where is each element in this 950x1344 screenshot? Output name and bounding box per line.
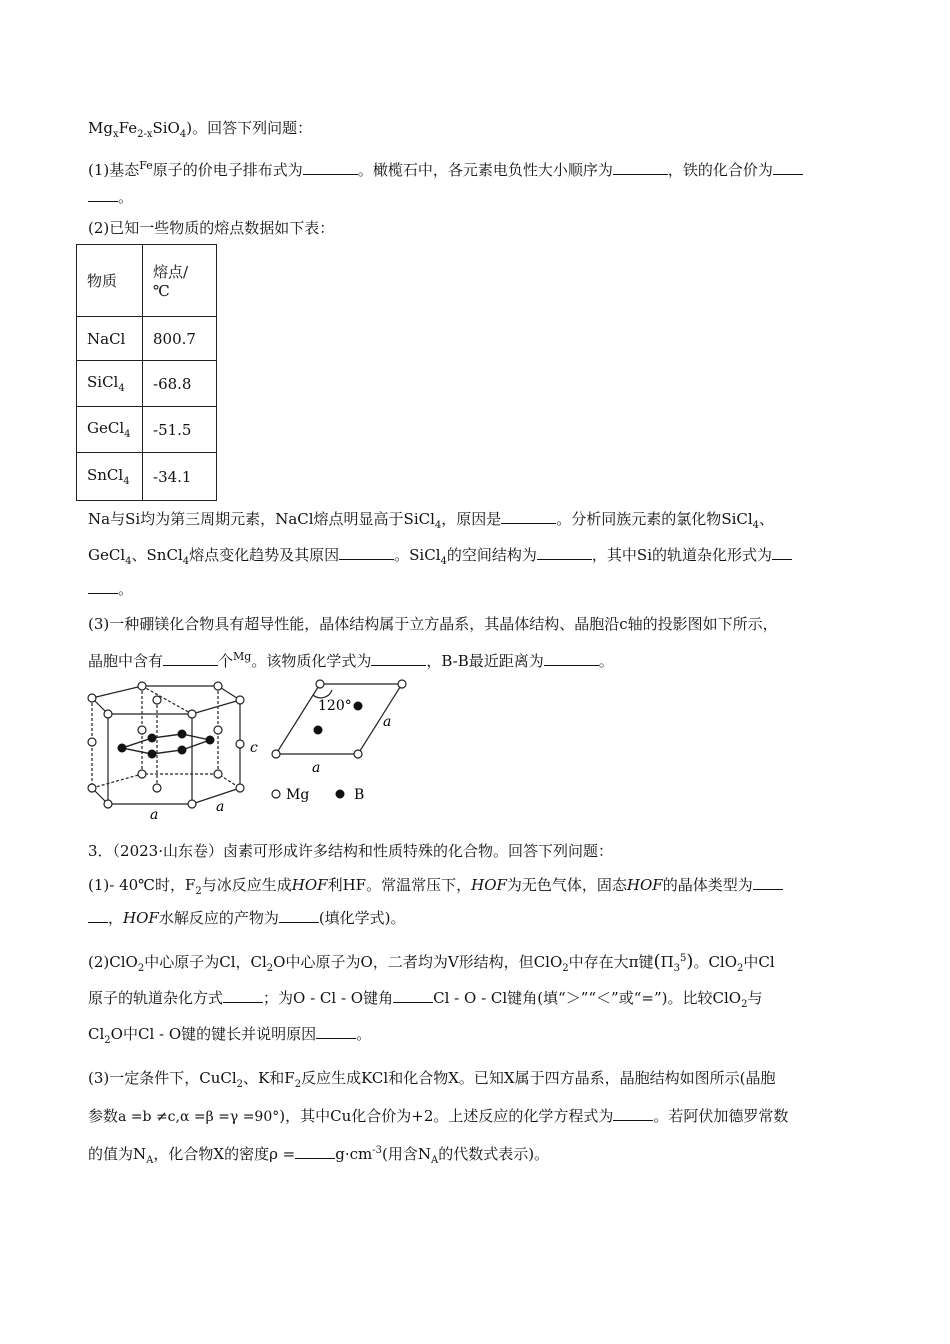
text: O — [110, 1025, 123, 1043]
text: 中 — [122, 1025, 138, 1043]
text: ，其中 — [591, 546, 637, 564]
q2-line3 — [88, 578, 133, 600]
text: ，化合物 — [153, 1145, 214, 1163]
pi-bond-symbol: Π — [660, 953, 674, 971]
p3-s1-line1: (1)- 40℃时，$F_2$与冰反应生成HOF利HF。常温常压下，HOF为无色气体，固态HOF的晶体类型为 — [88, 874, 783, 903]
text: Cl - O — [137, 1025, 182, 1043]
table-row — [77, 317, 217, 361]
text: X — [213, 1145, 225, 1163]
table-row — [77, 407, 217, 453]
text: 化合价为+2。上述反应的化学方程式为 — [351, 1107, 614, 1125]
answer-blank[interactable] — [223, 988, 263, 1003]
q2-line1: Na与Si均为第三周期元素，NaCl熔点明显高于SiCl$_4$，原因是 。分析同族元素的氯化物SiCl$_4$、 — [88, 510, 775, 531]
text: 和化合物 — [388, 1069, 449, 1087]
text: 属于四方晶系，晶胞结构如图所示(晶胞 — [514, 1069, 776, 1087]
q3-line2 — [88, 646, 614, 672]
text: 中心原子为 — [285, 953, 361, 971]
text: N — [133, 1145, 147, 1163]
q3-line1 — [88, 613, 778, 635]
text: CuCl — [199, 1069, 237, 1087]
legend-mg-label: Mg — [286, 787, 310, 803]
answer-blank[interactable] — [279, 908, 319, 923]
answer-blank[interactable] — [339, 545, 394, 560]
angle-label: 120° — [318, 698, 352, 714]
text: SnCl — [146, 546, 183, 564]
text: 。 — [356, 1025, 372, 1043]
text: ， — [235, 953, 251, 971]
answer-blank[interactable] — [537, 545, 592, 560]
text: ，原因是 — [441, 510, 502, 528]
text: a =b ≠c,α =β =γ =90° — [118, 1109, 280, 1125]
text: 与 — [110, 510, 126, 528]
table-cell — [77, 317, 143, 361]
text: Cu — [330, 1107, 352, 1125]
axis-label-a: a — [216, 799, 225, 815]
text: ；为 — [263, 989, 294, 1007]
text: 熔点明显高于 — [313, 510, 404, 528]
text: SiCl — [87, 373, 119, 391]
text: 轴的投影图如下所示， — [627, 615, 778, 633]
formula-text: Mg — [233, 650, 252, 663]
text: 原子的价电子排布式为 — [152, 161, 303, 179]
formula-text: Fe — [118, 119, 138, 137]
crystal-structure-figure — [82, 676, 422, 826]
text: 的代数式表示)。 — [438, 1145, 550, 1163]
text: 参数 — [88, 1107, 119, 1125]
text: g·cm — [335, 1145, 373, 1163]
text: 。分析同族元素的氯化物 — [556, 510, 722, 528]
text: F — [284, 1069, 295, 1087]
axis-label-c: c — [250, 740, 258, 756]
text: 与 — [747, 989, 763, 1007]
top-fragment-line — [88, 117, 312, 146]
table-header-row — [77, 245, 217, 317]
formula-text: Fe — [139, 159, 153, 172]
formula-text: HOF — [123, 909, 159, 927]
answer-blank[interactable] — [316, 1024, 356, 1039]
text: 晶胞中含有 — [88, 652, 164, 670]
text: 。已知 — [458, 1069, 504, 1087]
table-cell — [77, 407, 143, 453]
text: 。 — [118, 188, 134, 206]
text: SiCl — [721, 510, 753, 528]
text: Cl — [758, 953, 775, 971]
text: 。 — [693, 953, 709, 971]
text: 的值为 — [88, 1145, 134, 1163]
text: B-B — [441, 652, 469, 670]
text: SiCl — [409, 546, 441, 564]
text: SnCl — [87, 466, 124, 484]
q1-line1 — [88, 155, 803, 181]
text: )，其中 — [279, 1107, 331, 1125]
text: 键角(填“＞”“＜”或“=”)。比较 — [507, 989, 713, 1007]
mg-atoms — [88, 682, 244, 808]
text: 的密度ρ = — [224, 1145, 296, 1163]
q2-intro: (2)已知一些物质的熔点数据如下表： — [88, 219, 335, 237]
text: Cl — [250, 953, 267, 971]
text: (3)一种硼镁化合物具有超导性能，晶体结构属于立方晶系，其晶体结构、晶胞沿 — [88, 615, 620, 633]
answer-blank[interactable] — [501, 509, 556, 524]
axis-label-a: a — [312, 760, 321, 776]
text: GeCl — [87, 419, 125, 437]
p3-s1-line2 — [88, 907, 406, 929]
p3-s2-line3: $Cl_2O$中Cl - O键的键长并说明原因 。 — [88, 1025, 372, 1046]
p3-heading: 3．（2023·山东卷）卤素可形成许多结构和性质特殊的化合物。回答下列问题： — [88, 842, 613, 860]
text: 、 — [131, 546, 147, 564]
text: (1) — [88, 876, 110, 894]
text: Si — [636, 546, 652, 564]
text: HF — [342, 876, 367, 894]
text: ，铁的化合价为 — [667, 161, 773, 179]
text: KCl — [361, 1069, 389, 1087]
axis-label-a: a — [383, 714, 392, 730]
text: π — [628, 953, 639, 971]
text: ClO — [712, 989, 742, 1007]
text: (1)基态 — [88, 161, 140, 179]
p3-s3-line1: (3)一定条件下，CuCl$_2$、K和$F_2$反应生成KCl和化合物X。已知X属于四方晶系，晶胞结构如图所示(晶胞 — [88, 1069, 776, 1090]
text: 形结构，但 — [458, 953, 534, 971]
text: 为无色气体，固态 — [506, 876, 627, 894]
text: NaCl — [275, 510, 314, 528]
text: 、 — [759, 510, 775, 528]
text: Na — [88, 510, 111, 528]
answer-blank[interactable] — [88, 579, 118, 594]
formula-text: Mg — [88, 119, 113, 137]
text: O — [273, 953, 286, 971]
legend-b-marker — [336, 790, 345, 799]
answer-blank[interactable] — [393, 988, 433, 1003]
text: 原子的轨道杂化方式 — [88, 989, 224, 1007]
legend-mg-marker — [272, 790, 280, 798]
text: 。橄榄石中，各元素电负性大小顺序为 — [357, 161, 613, 179]
text: (用含 — [381, 1145, 418, 1163]
answer-blank[interactable] — [303, 160, 358, 175]
formula-text: HOF — [626, 876, 663, 894]
answer-blank[interactable] — [753, 875, 783, 890]
table-row — [77, 453, 217, 501]
text: 。该物质化学式为 — [251, 652, 372, 670]
text: 最近距离为 — [468, 652, 544, 670]
text: 的轨道杂化形式为 — [652, 546, 773, 564]
text: X — [448, 1069, 459, 1087]
answer-blank[interactable] — [772, 545, 792, 560]
text: Cl - O - Cl — [433, 989, 508, 1007]
table-row — [77, 361, 217, 407]
text: 。 — [598, 652, 614, 670]
text: 与冰反应生成 — [201, 876, 292, 894]
answer-blank[interactable] — [163, 651, 218, 666]
p3-s2-line1: (2)ClO$_2$中心原子为Cl，$Cl_2O$中心原子为O，二者均为V形结构，但ClO$_2$中存在大π键$(\Pi_3^5)$。ClO$_2$中Cl — [88, 951, 775, 974]
text: 。 — [394, 546, 410, 564]
subscript: 4 — [118, 383, 125, 394]
text: X — [503, 1069, 515, 1087]
p3-s2-line2: 原子的轨道杂化方式 ；为O - Cl - O键角 Cl - O - Cl键角(填“＞”“＜”或“=”)。比较ClO$_2$与 — [88, 989, 763, 1010]
table-header-cell — [143, 245, 217, 317]
subscript: 4 — [124, 429, 131, 440]
text: (2) — [88, 953, 110, 971]
text: F — [184, 876, 196, 894]
table-cell: -51.5 — [143, 407, 217, 453]
text: GeCl — [88, 546, 126, 564]
subscript: x — [112, 129, 119, 140]
text: 中存在大 — [568, 953, 629, 971]
text: ， — [426, 652, 442, 670]
text: Cl — [88, 1025, 105, 1043]
text: 键的键长并说明原因 — [181, 1025, 317, 1043]
answer-blank[interactable] — [613, 160, 668, 175]
table-cell: -34.1 — [143, 453, 217, 501]
text: Si — [125, 510, 141, 528]
text: ，二者均为 — [372, 953, 448, 971]
subscript: 2-x — [137, 129, 153, 140]
subscript: 4 — [123, 476, 130, 487]
text: V — [447, 953, 459, 971]
q2-line2: GeCl$_4$、SnCl$_4$熔点变化趋势及其原因 。SiCl$_4$的空间结构为 ，其中Si的轨道杂化形式为 — [88, 544, 792, 573]
p3-s3-line3: 的值为$N_A$，化合物X的密度$\rho = g\cdot cm^{-3}$(用含$N_A$的代数式表示)。 — [88, 1145, 550, 1166]
text: (填化学式)。 — [318, 909, 406, 927]
text: 水解反应的产物为 — [158, 909, 279, 927]
text: NaCl — [87, 329, 126, 348]
table-header-cell: 物质 — [77, 245, 143, 317]
p3-s3-line2 — [88, 1105, 788, 1128]
text: N — [417, 1145, 431, 1163]
text: 中 — [743, 953, 759, 971]
text: 。常温常压下， — [366, 876, 472, 894]
subscript: 4 — [179, 129, 187, 140]
text: ℃ — [153, 282, 170, 300]
answer-blank[interactable] — [613, 1106, 653, 1121]
table-cell — [77, 361, 143, 407]
text: ClO — [708, 953, 738, 971]
text: O - Cl - O — [293, 989, 364, 1007]
hexagonal-prism — [92, 686, 240, 804]
axis-label-a: a — [150, 807, 159, 823]
text: 。 — [118, 580, 134, 598]
text: 的晶体类型为 — [662, 876, 753, 894]
answer-blank[interactable] — [773, 160, 803, 175]
text: 键角 — [363, 989, 394, 1007]
answer-blank[interactable] — [88, 187, 118, 202]
formula-text: SiO — [152, 119, 180, 137]
text: 熔点变化趋势及其原因 — [189, 546, 340, 564]
text: 、 — [243, 1069, 259, 1087]
text: 中心原子为 — [144, 953, 220, 971]
answer-blank[interactable] — [371, 651, 426, 666]
legend-b-label: B — [354, 787, 365, 803]
melting-point-table — [76, 244, 217, 501]
text: (3)一定条件下， — [88, 1069, 200, 1087]
formula-text: HOF — [471, 876, 507, 894]
text: O — [360, 953, 373, 971]
text: 反应生成 — [301, 1069, 362, 1087]
table-cell: -68.8 — [143, 361, 217, 407]
text: 。若阿伏加德罗常数 — [653, 1107, 789, 1125]
text: Cl — [219, 953, 236, 971]
text: ClO — [109, 953, 138, 971]
table-cell: 800.7 — [143, 317, 217, 361]
text: ， — [108, 909, 124, 927]
text: 键 — [638, 953, 654, 971]
formula-text: HOF — [291, 876, 328, 894]
answer-blank[interactable] — [88, 908, 108, 923]
answer-blank[interactable] — [544, 651, 599, 666]
text: c — [619, 615, 628, 633]
table-cell — [77, 453, 143, 501]
text: K — [258, 1069, 270, 1087]
text: 和 — [269, 1069, 285, 1087]
text: ClO — [533, 953, 563, 971]
text: SiCl — [403, 510, 435, 528]
text: 熔点/ — [153, 263, 189, 281]
text: 个 — [218, 652, 234, 670]
text: - 40℃时， — [109, 876, 185, 894]
q1-line2 — [88, 186, 133, 208]
answer-blank[interactable] — [295, 1144, 335, 1159]
text: 利 — [327, 876, 343, 894]
text: 均为第三周期元素， — [140, 510, 276, 528]
text: )。回答下列问题： — [186, 119, 313, 137]
text: 的空间结构为 — [446, 546, 537, 564]
